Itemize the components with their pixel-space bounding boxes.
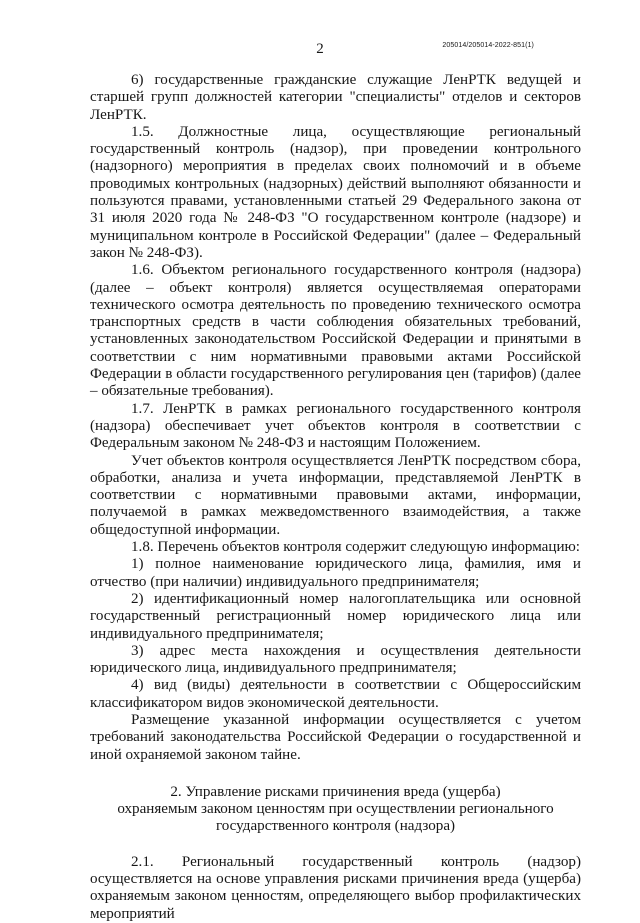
paragraph-1-7: 1.7. ЛенРТК в рамках регионального государственного контроля (надзора) обеспечивает учет объектов контроля в соответствии с Федеральным законом № 248-ФЗ и настоящим Положением. bbox=[90, 400, 581, 452]
paragraph-2-1: 2.1. Региональный государственный контроль (надзор) осуществляется на основе управления рисками причинения вреда (ущерба) охраняемым законом ценностям, определяющего выбор профилактических мероприятий bbox=[90, 853, 581, 922]
list-item-2: 2) идентификационный номер налогоплательщика или основной государственный регистрационный номер юридического лица или индивидуального предпринимателя; bbox=[90, 590, 581, 642]
list-item-1: 1) полное наименование юридического лица, фамилия, имя и отчество (при наличии) индивидуального предпринимателя; bbox=[90, 556, 581, 590]
paragraph-accounting: Учет объектов контроля осуществляется ЛенРТК посредством сбора, обработки, анализа и учета информации, представляемой ЛенРТК в соответствии с нормативными правовыми актами, информации, получаемой в рамках межведомственного взаимодействия, а также общедоступной информации. bbox=[90, 452, 581, 538]
paragraph-1-8: 1.8. Перечень объектов контроля содержит следующую информацию: bbox=[131, 539, 580, 556]
paragraph-civil-servants: 6) государственные гражданские служащие ЛенРТК ведущей и старшей групп должностей категории "специалисты" отделов и секторов ЛенРТК. bbox=[90, 72, 581, 123]
section-2-heading bbox=[90, 784, 581, 836]
document-body bbox=[90, 72, 581, 923]
page-number: 2 bbox=[316, 41, 324, 57]
section-heading-line: государственного контроля (надзора) bbox=[215, 818, 456, 835]
paragraph-1-5: 1.5. Должностные лица, осуществляющие региональный государственный контроль (надзор), при проведении контрольного (надзорного) мероприятия в пределах своих полномочий и в объеме проводимых контрольных (надзорных) действий выполняют обязанности и пользуются правами, установленными статьей 29 Федерального закона от 31 июля 2020 года № 248-ФЗ "О государственном контроле (надзоре) и муниципальном контроле в Российской Федерации" (далее – Федеральный закон № 248-ФЗ). bbox=[90, 123, 581, 261]
list-item-3: 3) адрес места нахождения и осуществления деятельности юридического лица, индивидуального предпринимателя; bbox=[90, 642, 581, 677]
document-code: 205014/205014-2022-851(1) bbox=[442, 42, 534, 49]
section-heading-line: 2. Управление рисками причинения вреда (ущерба) bbox=[170, 783, 501, 800]
paragraph-placement: Размещение указанной информации осуществляется с учетом требований законодательства Российской Федерации о государственной и иной охраняемой законом тайне. bbox=[90, 711, 581, 763]
paragraph-1-6: 1.6. Объектом регионального государственного контроля (надзора) (далее – объект контроля) является осуществляемая операторами технического осмотра деятельность по проведению технического осмотра транспортных средств в части соблюдения обязательных требований, установленных законодательством Российской Федерации и принятыми в соответствии с ним нормативными правовыми актами Российской Федерации в области государственного регулирования цен (тарифов) (далее – обязательные требования). bbox=[90, 262, 581, 400]
section-heading-line: охраняемым законом ценностям при осуществлении регионального bbox=[117, 801, 554, 818]
list-item-4: 4) вид (виды) деятельности в соответствии с Общероссийским классификатором видов экономической деятельности. bbox=[90, 677, 581, 711]
